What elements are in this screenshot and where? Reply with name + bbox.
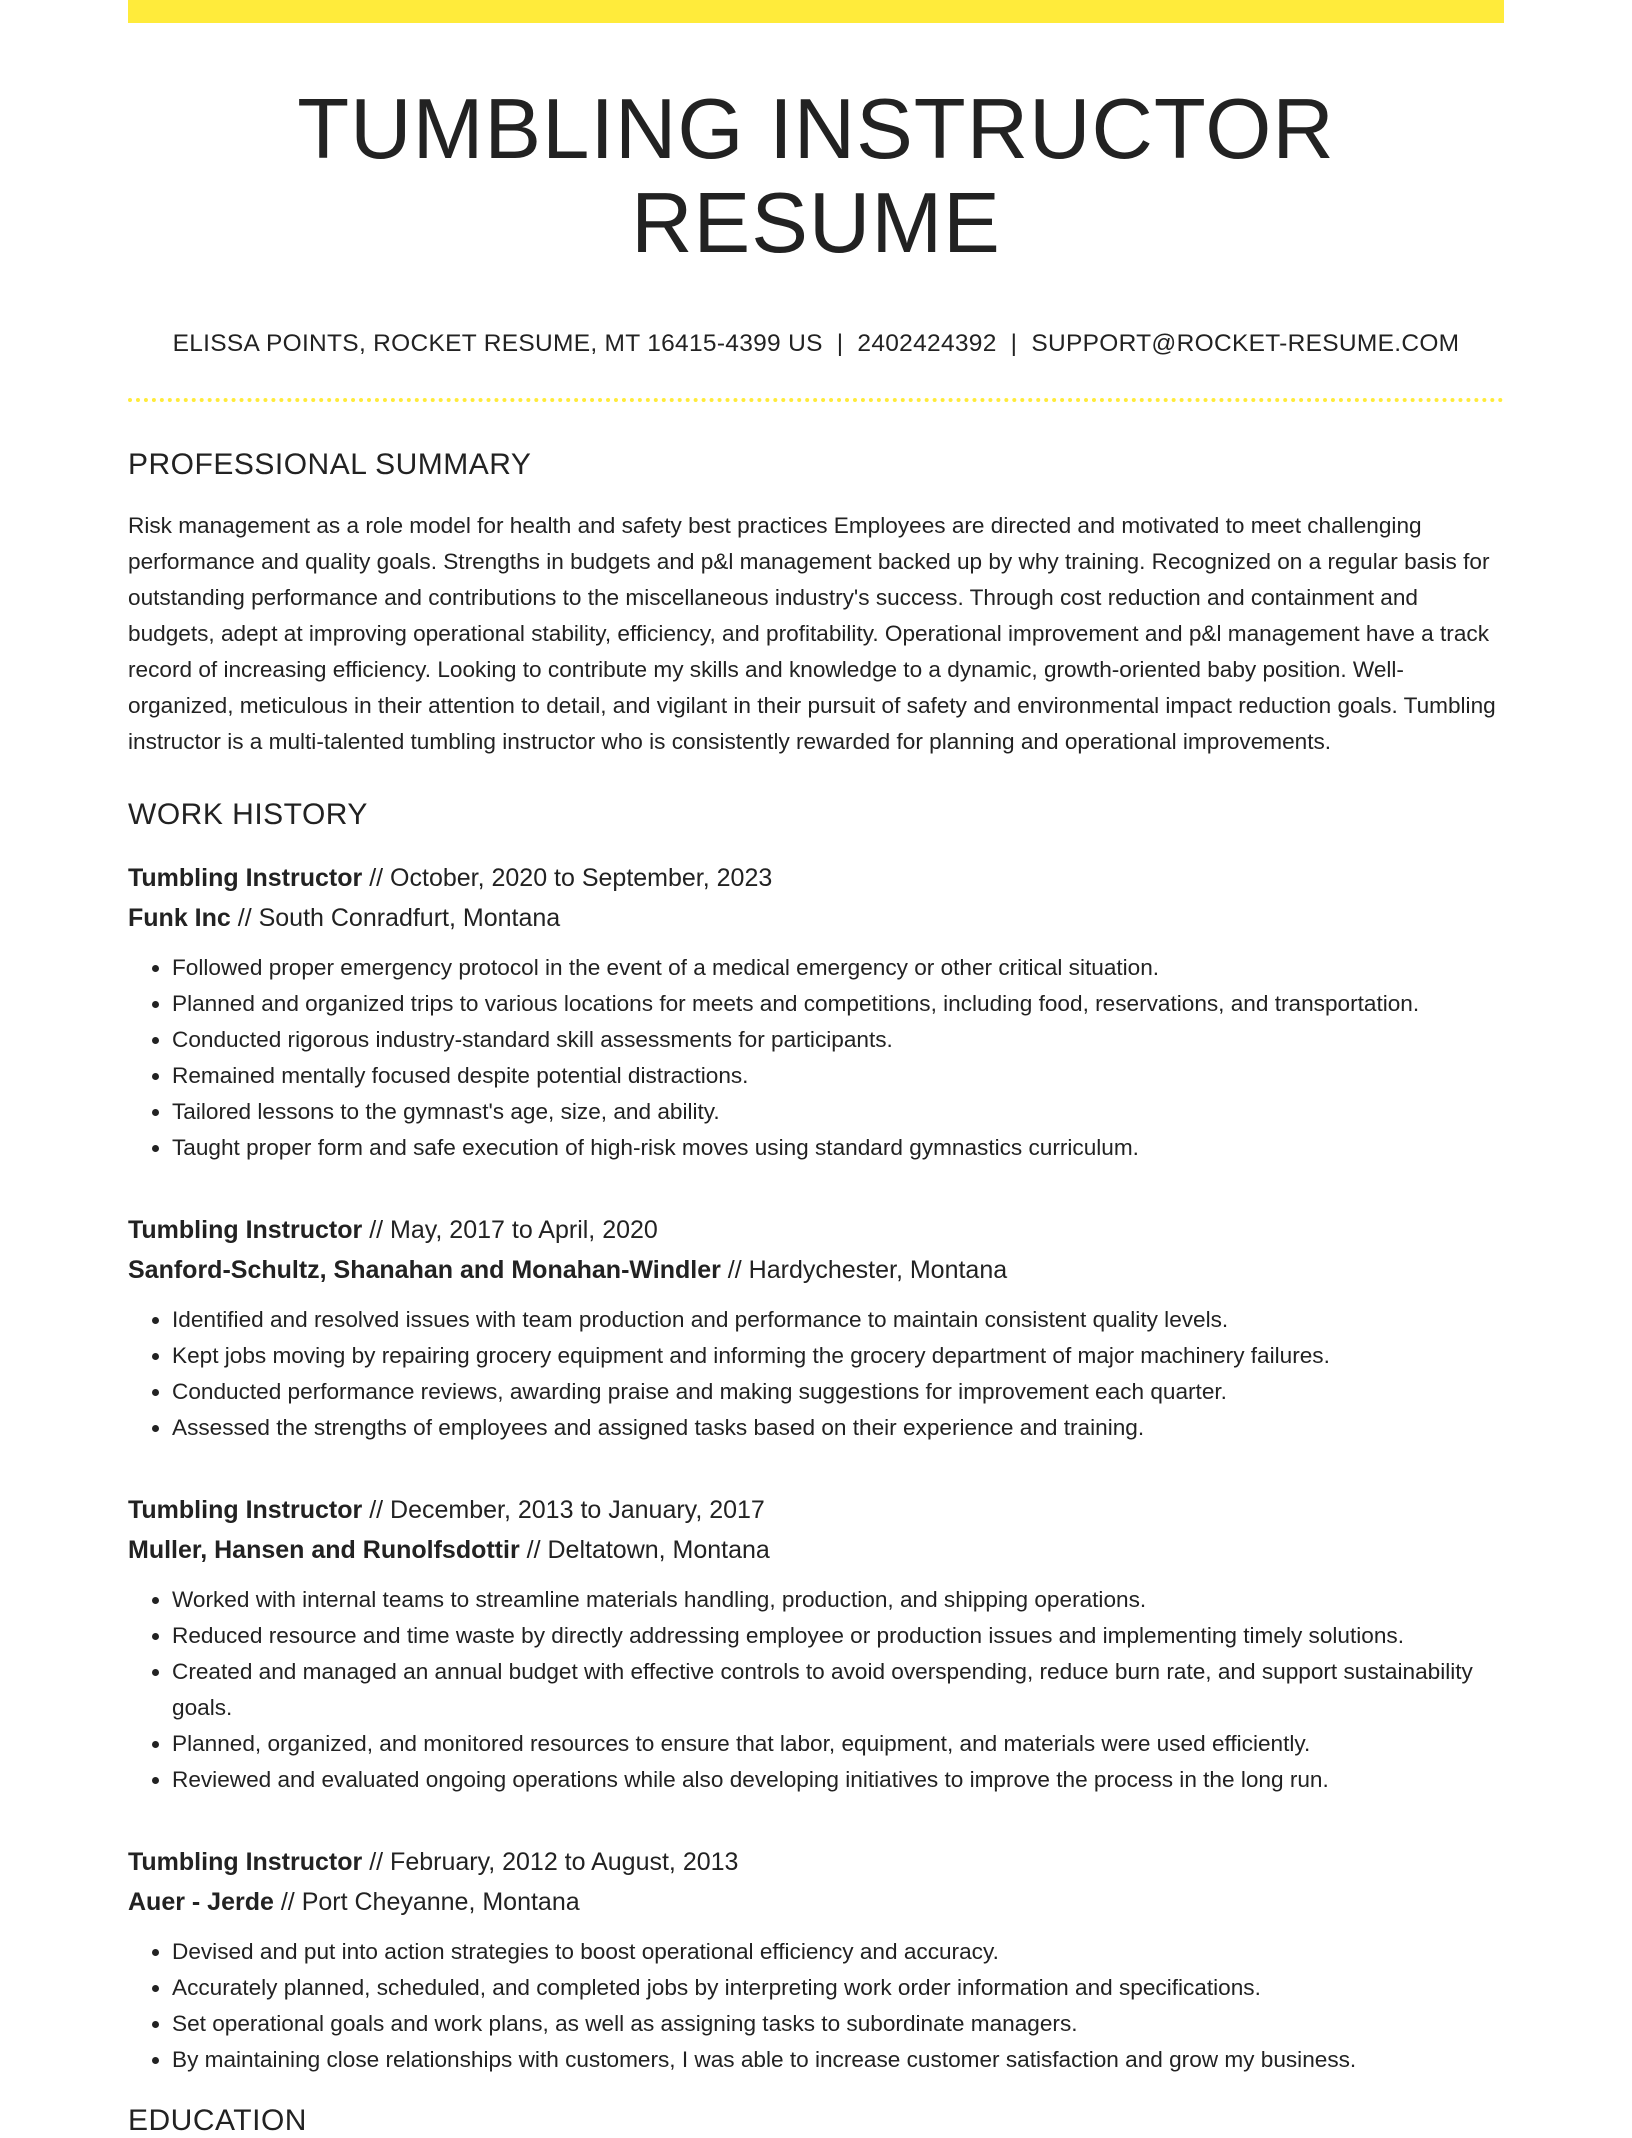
job-location: Deltatown, Montana <box>547 1536 770 1564</box>
job-entry <box>128 858 1504 1166</box>
job-bullet-item: • By maintaining close relationships with customers, I was able to increase customer satisfaction and grow my business. <box>172 2042 1504 2078</box>
job-dates: February, 2012 to August, 2013 <box>390 1848 739 1876</box>
job-entry <box>128 1490 1504 1798</box>
dotted-divider <box>128 398 1504 402</box>
contact-phone: 2402424392 <box>857 330 997 357</box>
job-bullet-item: • Conducted performance reviews, awarding praise and making suggestions for improvement each quarter. <box>172 1374 1504 1410</box>
job-bullet-item: • Remained mentally focused despite potential distractions. <box>172 1058 1504 1094</box>
job-bullets <box>128 1934 1504 2078</box>
job-title: Tumbling Instructor <box>128 864 363 892</box>
summary-heading: PROFESSIONAL SUMMARY <box>128 448 532 481</box>
job-bullet-item: • Planned, organized, and monitored resources to ensure that labor, equipment, and materials were used efficiently. <box>172 1726 1504 1762</box>
job-title: Tumbling Instructor <box>128 1496 363 1524</box>
job-bullet-item: • Reviewed and evaluated ongoing operations while also developing initiatives to improve the process in the long run. <box>172 1762 1504 1798</box>
work-history-list <box>128 858 1504 2078</box>
job-title-line <box>128 1490 1504 1530</box>
job-location: South Conradfurt, Montana <box>258 904 561 932</box>
job-bullet-item: • Conducted rigorous industry-standard skill assessments for participants. <box>172 1022 1504 1058</box>
resume-title: TUMBLING INSTRUCTOR RESUME <box>297 82 1335 271</box>
job-bullet-item: • Accurately planned, scheduled, and completed jobs by interpreting work order information and specifications. <box>172 1970 1504 2006</box>
job-title-line <box>128 858 1504 898</box>
contact-separator: | <box>1010 330 1018 357</box>
job-dates: December, 2013 to January, 2017 <box>390 1496 765 1524</box>
job-separator: // <box>362 1848 391 1876</box>
education-heading: EDUCATION <box>128 2104 307 2137</box>
job-company: Sanford-Schultz, Shanahan and Monahan-Windler <box>128 1256 721 1284</box>
job-title-line <box>128 1210 1504 1250</box>
job-separator: // <box>362 864 391 892</box>
job-bullet-item: • Set operational goals and work plans, as well as assigning tasks to subordinate managers. <box>172 2006 1504 2042</box>
job-bullet-item: • Identified and resolved issues with team production and performance to maintain consistent quality levels. <box>172 1302 1504 1338</box>
job-company-line <box>128 1250 1504 1290</box>
job-separator: // <box>230 904 259 932</box>
work-history-heading: WORK HISTORY <box>128 798 368 831</box>
job-bullet-item: • Kept jobs moving by repairing grocery equipment and informing the grocery department of major machinery failures. <box>172 1338 1504 1374</box>
job-separator: // <box>519 1536 548 1564</box>
job-bullets <box>128 950 1504 1166</box>
job-bullet-item: • Taught proper form and safe execution of high-risk moves using standard gymnastics curriculum. <box>172 1130 1504 1166</box>
job-bullets <box>128 1582 1504 1798</box>
job-bullet-item: • Reduced resource and time waste by directly addressing employee or production issues and implementing timely solutions. <box>172 1618 1504 1654</box>
job-title: Tumbling Instructor <box>128 1216 363 1244</box>
job-title: Tumbling Instructor <box>128 1848 363 1876</box>
job-bullet-item: • Planned and organized trips to various locations for meets and competitions, including food, reservations, and transportation. <box>172 986 1504 1022</box>
job-separator: // <box>362 1216 391 1244</box>
job-dates: May, 2017 to April, 2020 <box>390 1216 658 1244</box>
job-title-line <box>128 1842 1504 1882</box>
contact-address: ELISSA POINTS, ROCKET RESUME, MT 16415-4399 US <box>172 330 823 357</box>
job-company: Muller, Hansen and Runolfsdottir <box>128 1536 520 1564</box>
job-company-line <box>128 1530 1504 1570</box>
job-dates: October, 2020 to September, 2023 <box>390 864 773 892</box>
job-company: Auer - Jerde <box>128 1888 274 1916</box>
contact-email: SUPPORT@ROCKET-RESUME.COM <box>1031 330 1460 357</box>
job-company-line <box>128 898 1504 938</box>
job-bullet-item: • Created and managed an annual budget with effective controls to avoid overspending, reduce burn rate, and support sustainability goals. <box>172 1654 1504 1726</box>
summary-text: Risk management as a role model for health and safety best practices Employees are directed and motivated to meet challenging performance and quality goals. Strengths in budgets and p&l management backed up by why training. Recognized on a regular basis for outstanding performance and contributions to the miscellaneous industry's success. Through cost reduction and containment and budgets, adept at improving operational stability, efficiency, and profitability. Operational improvement and p&l management have a track record of increasing efficiency. Looking to contribute my skills and knowledge to a dynamic, growth-oriented baby position. Well-organized, meticulous in their attention to detail, and vigilant in their pursuit of safety and environmental impact reduction goals. Tumbling instructor is a multi-talented tumbling instructor who is consistently rewarded for planning and operational improvements. <box>128 513 1496 754</box>
resume-page <box>128 0 1504 2138</box>
job-entry <box>128 1842 1504 2078</box>
job-bullet-item: • Followed proper emergency protocol in the event of a medical emergency or other critical situation. <box>172 950 1504 986</box>
job-bullet-item: • Tailored lessons to the gymnast's age, size, and ability. <box>172 1094 1504 1130</box>
job-bullet-item: • Devised and put into action strategies to boost operational efficiency and accuracy. <box>172 1934 1504 1970</box>
job-bullets <box>128 1302 1504 1446</box>
job-location: Port Cheyanne, Montana <box>301 1888 580 1916</box>
job-separator: // <box>720 1256 749 1284</box>
contact-separator: | <box>836 330 844 357</box>
job-company: Funk Inc <box>128 904 231 932</box>
job-separator: // <box>362 1496 391 1524</box>
job-company-line <box>128 1882 1504 1922</box>
job-entry <box>128 1210 1504 1446</box>
job-separator: // <box>273 1888 302 1916</box>
job-location: Hardychester, Montana <box>748 1256 1008 1284</box>
top-accent-bar <box>128 0 1504 23</box>
contact-line <box>128 330 1504 358</box>
job-bullet-item: • Assessed the strengths of employees and assigned tasks based on their experience and training. <box>172 1410 1504 1446</box>
job-bullet-item: • Worked with internal teams to streamline materials handling, production, and shipping operations. <box>172 1582 1504 1618</box>
